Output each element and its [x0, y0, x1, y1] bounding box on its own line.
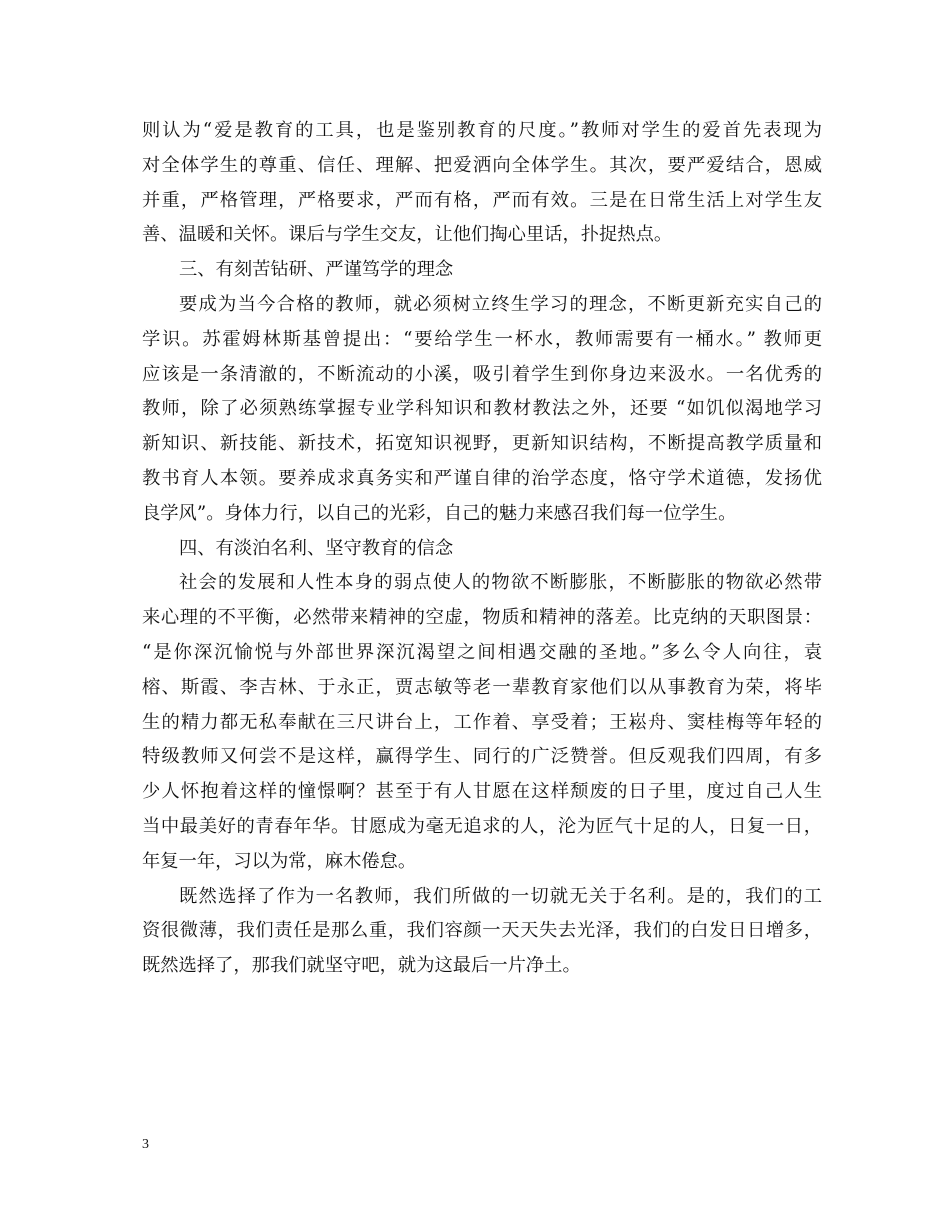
text-line: “是你深沉愉悦与外部世界深沉渴望之间相遇交融的圣地。”多么令人向往，袁	[142, 641, 822, 663]
text-line: 特级教师又何尝不是这样，赢得学生、同行的广泛赞誉。但反观我们四周，有多	[142, 746, 822, 768]
page-number: 3	[142, 1137, 149, 1152]
text-line: 来心理的不平衡，必然带来精神的空虚，物质和精神的落差。比克纳的天职图景：	[142, 607, 822, 629]
text-line: 生的精力都无私奉献在三尺讲台上，工作着、享受着；王崧舟、窦桂梅等年轻的	[142, 711, 822, 733]
document-body	[142, 114, 822, 984]
text-line: 资很微薄，我们责任是那么重，我们容颜一天天失去光泽，我们的白发日日增多，	[142, 920, 822, 942]
text-line: 要成为当今合格的教师，就必须树立终生学习的理念，不断更新充实自己的	[179, 293, 822, 315]
text-line: 善、温暖和关怀。课后与学生交友，让他们掏心里话，扑捉热点。	[142, 224, 673, 246]
text-line: 社会的发展和人性本身的弱点使人的物欲不断膨胀，不断膨胀的物欲必然带	[179, 572, 822, 594]
text-line: 既然选择了，那我们就坚守吧，就为这最后一片净土。	[142, 955, 581, 977]
text-line: 则认为“爱是教育的工具，也是鉴别教育的尺度。”教师对学生的爱首先表现为	[142, 120, 822, 141]
text-line: 教师，除了必须熟练掌握专业学科知识和教材教法之外，还要 “如饥似渴地学习	[142, 398, 822, 420]
text-line: 良学风”。身体力行，以自己的光彩，自己的魅力来感召我们每一位学生。	[142, 502, 737, 524]
text-line: 榕、斯霞、李吉林、于永正，贾志敏等老一辈教育家他们以从事教育为荣，将毕	[142, 676, 822, 698]
text-line: 既然选择了作为一名教师，我们所做的一切就无关于名利。是的，我们的工	[179, 885, 822, 907]
text-line: 应该是一条清澈的，不断流动的小溪，吸引着学生到你身边来汲水。一名优秀的	[142, 363, 822, 385]
text-line: 并重，严格管理，严格要求，严而有格，严而有效。三是在日常生活上对学生友	[142, 189, 822, 211]
text-line: 教书育人本领。要养成求真务实和严谨自律的治学态度，恪守学术道德，发扬优	[142, 467, 822, 489]
text-line: 年复一年，习以为常，麻木倦怠。	[142, 850, 417, 872]
text-line: 学识。苏霍姆林斯基曾提出：“要给学生一杯水，教师需要有一桶水。” 教师更	[142, 328, 822, 350]
text-line: 三、有刻苦钻研、严谨笃学的理念	[179, 259, 454, 281]
text-line: 四、有淡泊名利、坚守教育的信念	[179, 537, 454, 559]
text-line: 少人怀抱着这样的憧憬啊？甚至于有人甘愿在这样颓废的日子里，度过自己人生	[142, 781, 822, 803]
text-line: 新知识、新技能、新技术，拓宽知识视野，更新知识结构，不断提高教学质量和	[142, 433, 822, 455]
text-line: 当中最美好的青春年华。甘愿成为毫无追求的人，沦为匠气十足的人，日复一日，	[142, 815, 822, 837]
text-line: 对全体学生的尊重、信任、理解、把爱洒向全体学生。其次，要严爱结合，恩威	[142, 154, 822, 176]
